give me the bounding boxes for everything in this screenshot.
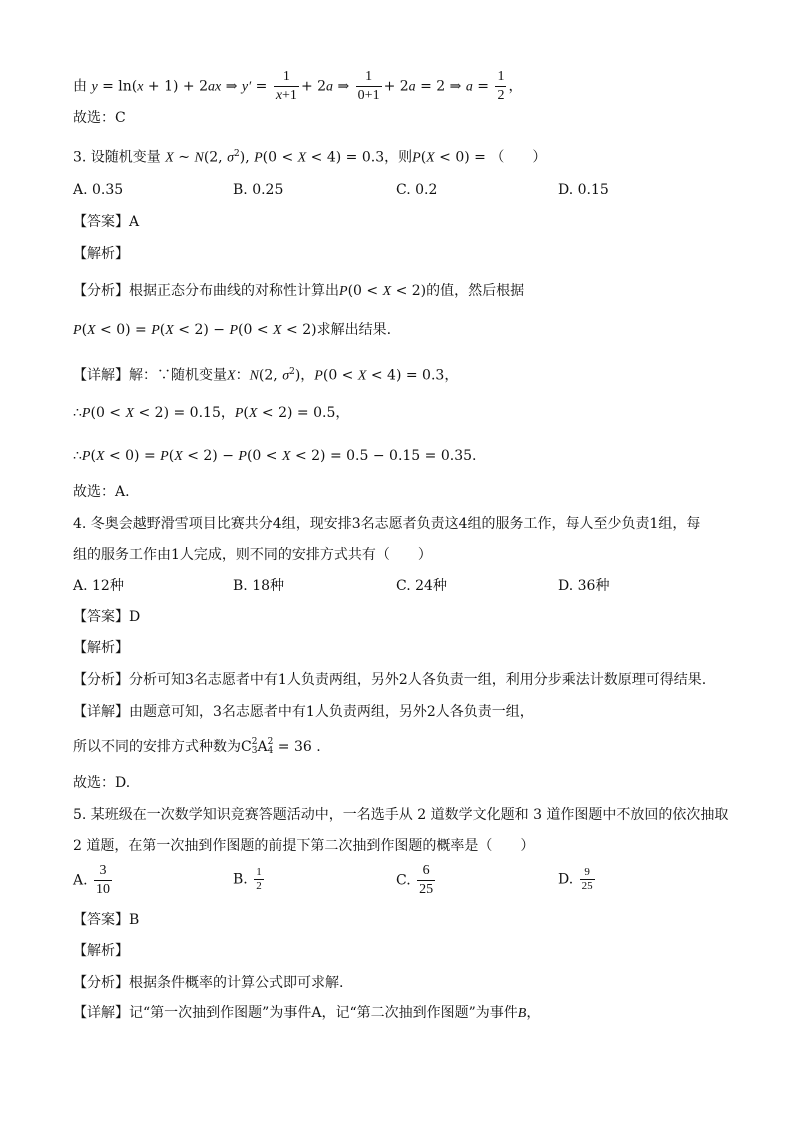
formula-part: X [382,284,392,299]
formula-part: σ [227,150,234,166]
text-part: 【详解】记“第一次抽到作图题”为事件 [73,1005,312,1021]
question-5-stem-1: 5. 某班级在一次数学知识竞赛答题活动中，一名选手从 2 道数学文化题和 3 道作图题中不放回的依次抽取 [73,807,729,823]
question-5-stem-2: 2 道题，在第一次抽到作图题的前提下第二次抽到作图题的概率是（ ） [73,838,535,854]
formula-part: = [251,78,272,95]
formula-part: X [357,368,367,384]
q3-final: 故选：A. [73,484,130,500]
text-end: （ ） [490,149,547,166]
formula-part: + 2 [383,78,409,95]
text-part: 所以不同的安排方式种数为 [73,739,241,755]
q3-option-c: C. 0.2 [396,182,438,198]
q5-option-a [73,862,114,899]
formula-part: N [249,368,259,384]
fraction: $\frac{1}{2}$ [256,866,262,892]
formula-part: P [412,150,421,166]
formula-part: ⇒ [221,78,242,95]
q3-detail-2: ∴P(0 < X < 2) = 0.15，P(X < 2) = 0.5， [73,405,350,421]
q3-analysis-1: 【分析】根据正态分布曲线的对称性计算出P(0 < X < 2)的值，然后根据 [73,283,525,299]
q3-option-b: B. 0.25 [233,182,284,198]
q4-option-c: C. 24种 [396,578,447,594]
formula-part: P [314,368,323,384]
formula-part: X [95,449,105,464]
formula-part: a [408,79,416,95]
text-mid: ，则 [384,149,413,166]
q4-option-b: B. 18种 [233,578,285,594]
formula-part: X [165,150,174,166]
formula-part: = ln( [97,78,138,95]
q3-detail-3: ∴P(X < 0) = P(X < 2) − P(0 < X < 2) = 0.5 − 0.15 = 0.35. [73,448,477,464]
formula-part: N [194,150,204,166]
formula-part: A [311,1005,322,1021]
formula-part: X [227,368,236,384]
q4-analysis-label: 【解析】 [73,640,129,656]
text-part: 的值，然后根据 [426,283,525,299]
formula-part: ， [508,78,523,95]
q5-option-d [558,866,597,893]
formula-part: P [81,406,91,421]
formula-part: P [160,449,169,464]
text-prefix: 由 [73,78,87,95]
option-label: A. [73,872,88,889]
formula-part: X [273,323,282,338]
formula-part: + 2 [300,78,327,95]
question-4-stem-1: 4. 冬奥会越野滑雪项目比赛共分4组，现安排3名志愿者负责这4组的服务工作，每人至少负责1组，每 [73,516,701,532]
formula-part: a [465,79,473,95]
formula-part: B [517,1006,527,1021]
fraction: $\frac{1}{0+1}$ [357,69,380,103]
text-part: 【分析】根据正态分布曲线的对称性计算出 [73,283,339,299]
q5-answer: 【答案】B [73,912,140,928]
q5-option-c [396,862,437,899]
fraction: $\frac{1}{x+1}$ [275,69,297,103]
formula-part: P [254,150,263,166]
formula-part: 2 3 [251,737,258,756]
formula-part: X [248,406,258,421]
option-label: D. [558,871,574,888]
q4-ways: 所以不同的安排方式种数为C2 3A2 4 = 36 . [73,737,321,756]
text-part: 【详解】解：∵随机变量 [73,367,227,384]
formula-part: ax [208,79,222,95]
formula-part: P [81,449,91,464]
q3-detail-1: 【详解】解：∵随机变量X：N(2, $\sigma^2$)，P(0 < X < 4) = 0.3， [73,367,459,384]
q4-detail: 【详解】由题意可知，3名志愿者中有1人负责两组，另外2人各负责一组， [73,704,534,720]
q3-analysis-label: 【解析】 [73,246,129,262]
formula-part: X [87,323,96,338]
text-part: ， [526,1005,541,1021]
question-3-stem: 3. 设随机变量 X ~ N(2, $\sigma^2$), P(0 < X < 4) = 0.3，则P(X < 0) = （ ） [73,149,547,166]
formula-part: σ [282,368,290,384]
q3-answer: 【答案】A [73,214,140,230]
text-part: ，记“第二次抽到作图题”为事件 [321,1005,518,1021]
q3-analysis-2: P(X < 0) = P(X < 2) − P(0 < X < 2)求解出结果. [73,322,392,338]
question-4-stem-2: 组的服务工作由1人完成，则不同的安排方式共有（ ） [73,547,432,563]
formula-part: X [281,449,291,464]
formula-part: P [234,406,244,421]
option-label: B. [233,871,248,888]
formula-part: X [125,406,135,421]
formula-part: + 1) + 2 [143,78,209,95]
formula-part: P [229,323,239,338]
text-part: 求解出结果. [316,322,392,338]
formula-part: a [326,79,334,95]
formula-part: = [472,78,494,95]
formula-part: 2 4 [267,737,274,756]
formula-part: P [73,323,82,338]
q4-final: 故选：D. [73,775,131,791]
q4-analysis: 【分析】分析可知3名志愿者中有1人负责两组，另外2人各负责一组，利用分步乘法计数原理可得结果. [73,672,707,688]
formula-part: y′ [241,79,252,95]
derivation-line [73,68,522,104]
formula-part: A [257,739,268,755]
fraction: $\frac{3}{10}$ [96,863,111,897]
formula-part: X [174,449,183,464]
q5-analysis-label: 【解析】 [73,943,129,959]
formula-part: X [426,150,435,166]
q4-answer: 【答案】D [73,609,141,625]
choice-line: 故选：C [73,110,126,126]
formula-part: P [238,449,247,464]
option-label: C. [396,872,411,889]
formula-part: P [339,284,348,299]
fraction: $\frac{1}{2}$ [497,69,505,103]
q3-option-d: D. 0.15 [558,182,609,198]
fraction: $\frac{9}{25}$ [581,866,593,892]
q3-option-a: A. 0.35 [73,182,124,198]
formula-part: X [297,150,307,166]
formula-part: X [165,323,174,338]
formula-part: = 2 ⇒ [415,78,466,95]
q5-detail [73,1003,540,1024]
q4-option-a: A. 12种 [73,578,124,594]
q4-option-d: D. 36种 [558,578,610,594]
q5-analysis: 【分析】根据条件概率的计算公式即可求解. [73,975,344,991]
formula-derivative: y [91,79,98,95]
question-number: 3. 设随机变量 [73,149,161,166]
formula-part: ⇒ [333,78,354,95]
q5-option-b [233,866,266,893]
formula-part: C [241,739,252,755]
formula-part: P [151,323,160,338]
fraction: $\frac{6}{25}$ [419,863,434,897]
formula-part: x [137,79,144,95]
